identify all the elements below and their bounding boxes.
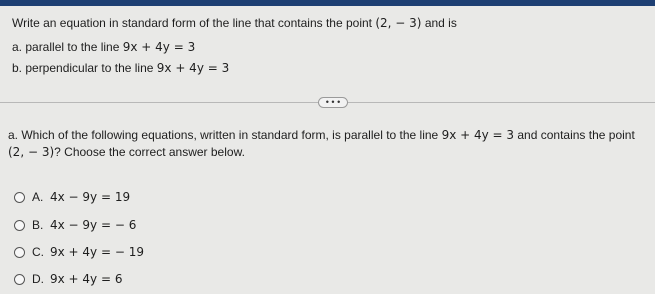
question-suffix: ? Choose the correct answer below. [54, 145, 245, 159]
choice-equation: 9x + 4y = 6 [50, 272, 123, 286]
problem-statement [12, 16, 457, 30]
problem-statement-text: Write an equation in standard form of the line that contains the point [12, 16, 376, 30]
radio-button-icon[interactable] [14, 220, 25, 231]
question-point: (2, − 3) [8, 145, 55, 159]
choice-b[interactable] [14, 217, 136, 233]
question-middle: and contains the point [514, 128, 635, 142]
part-b-statement [12, 61, 229, 75]
choice-letter: D. [32, 272, 44, 286]
radio-button-icon[interactable] [14, 192, 25, 203]
part-a-equation: 9x + 4y = 3 [122, 40, 196, 54]
choice-a[interactable] [14, 189, 130, 205]
choice-equation: 4x − 9y = 19 [50, 190, 131, 204]
choice-equation: 9x + 4y = − 19 [50, 245, 144, 259]
choice-d[interactable] [14, 271, 122, 287]
choice-letter: C. [32, 245, 44, 259]
choice-letter: B. [32, 218, 44, 232]
top-header-bar [0, 0, 655, 6]
expand-more-button[interactable]: • • • [318, 97, 348, 108]
radio-button-icon[interactable] [14, 247, 25, 258]
problem-statement-tail: and is [421, 16, 457, 30]
choice-c[interactable] [14, 244, 144, 260]
question-text [8, 127, 653, 161]
radio-button-icon[interactable] [14, 274, 25, 285]
part-b-text: b. perpendicular to the line [12, 61, 157, 75]
part-b-equation: 9x + 4y = 3 [156, 61, 230, 75]
part-a-statement [12, 40, 195, 54]
question-equation: 9x + 4y = 3 [441, 128, 515, 142]
choice-letter: A. [32, 190, 44, 204]
part-a-text: a. parallel to the line [12, 40, 123, 54]
given-point: (2, − 3) [375, 16, 422, 30]
choice-equation: 4x − 9y = − 6 [50, 218, 137, 232]
question-prefix: a. Which of the following equations, written in standard form, is parallel to the line [8, 128, 442, 142]
